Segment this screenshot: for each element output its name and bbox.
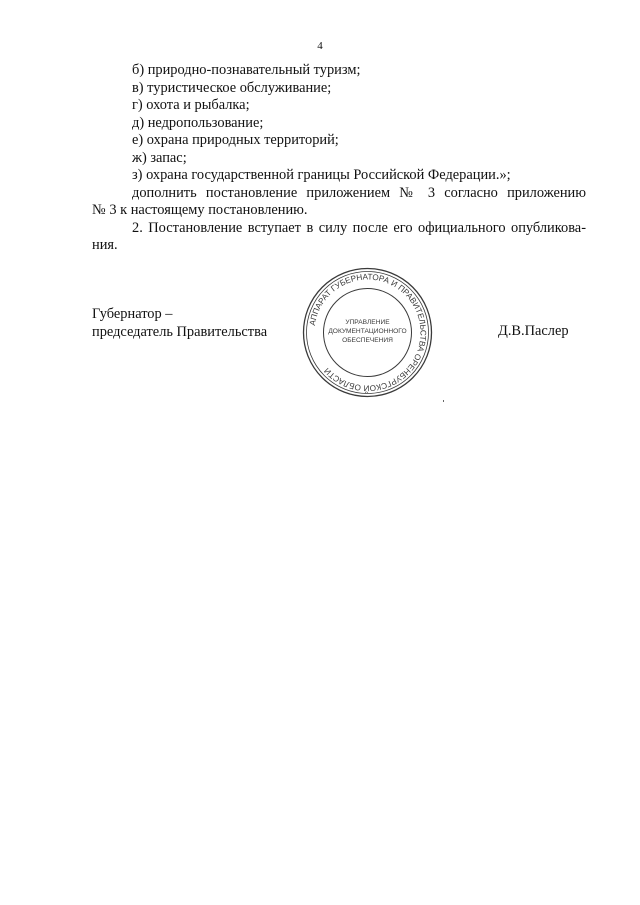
- effect-paragraph-line-2: ния.: [92, 237, 118, 253]
- signatory-name: Д.В.Паслер: [498, 323, 569, 339]
- stamp-seal-icon: [301, 266, 434, 399]
- list-item-v: в) туристическое обслуживание;: [132, 79, 332, 96]
- stamp-inner-line-3: ОБЕСПЕЧЕНИЯ: [342, 337, 393, 344]
- list-item-e: е) охрана природных территорий;: [132, 132, 339, 148]
- list-item-d: д) недропользование;: [132, 114, 264, 131]
- ink-speck: [443, 400, 444, 402]
- signatory-title-line-1: Губернатор –: [92, 306, 173, 322]
- document-body: [92, 62, 586, 255]
- official-stamp: [301, 266, 434, 399]
- list-item-z: з) охрана государственной границы Российской Федерации.»;: [132, 167, 511, 183]
- stamp-outer-text: АППАРАТ ГУБЕРНАТОРА И ПРАВИТЕЛЬСТВА ОРЕНБУРГСКОЙ ОБЛАСТИ: [307, 272, 428, 393]
- stamp-inner-line-2: ДОКУМЕНТАЦИОННОГО: [328, 328, 407, 335]
- supplement-paragraph-line-1: дополнить постановление приложением № 3 согласно приложению: [132, 184, 586, 201]
- list-item-g: г) охота и рыбалка;: [132, 97, 250, 113]
- list-item-zh: ж) запас;: [132, 149, 187, 166]
- page-number: 4: [317, 40, 323, 52]
- stamp-inner-line-1: УПРАВЛЕНИЕ: [345, 319, 390, 326]
- supplement-paragraph-line-2: № 3 к настоящему постановлению.: [92, 202, 308, 218]
- signatory-title: [92, 306, 267, 341]
- effect-paragraph-line-1: 2. Постановление вступает в силу после его официального опубликова-: [132, 219, 586, 236]
- list-item-b: б) природно-познавательный туризм;: [132, 62, 361, 78]
- signatory-title-line-2: председатель Правительства: [92, 323, 268, 340]
